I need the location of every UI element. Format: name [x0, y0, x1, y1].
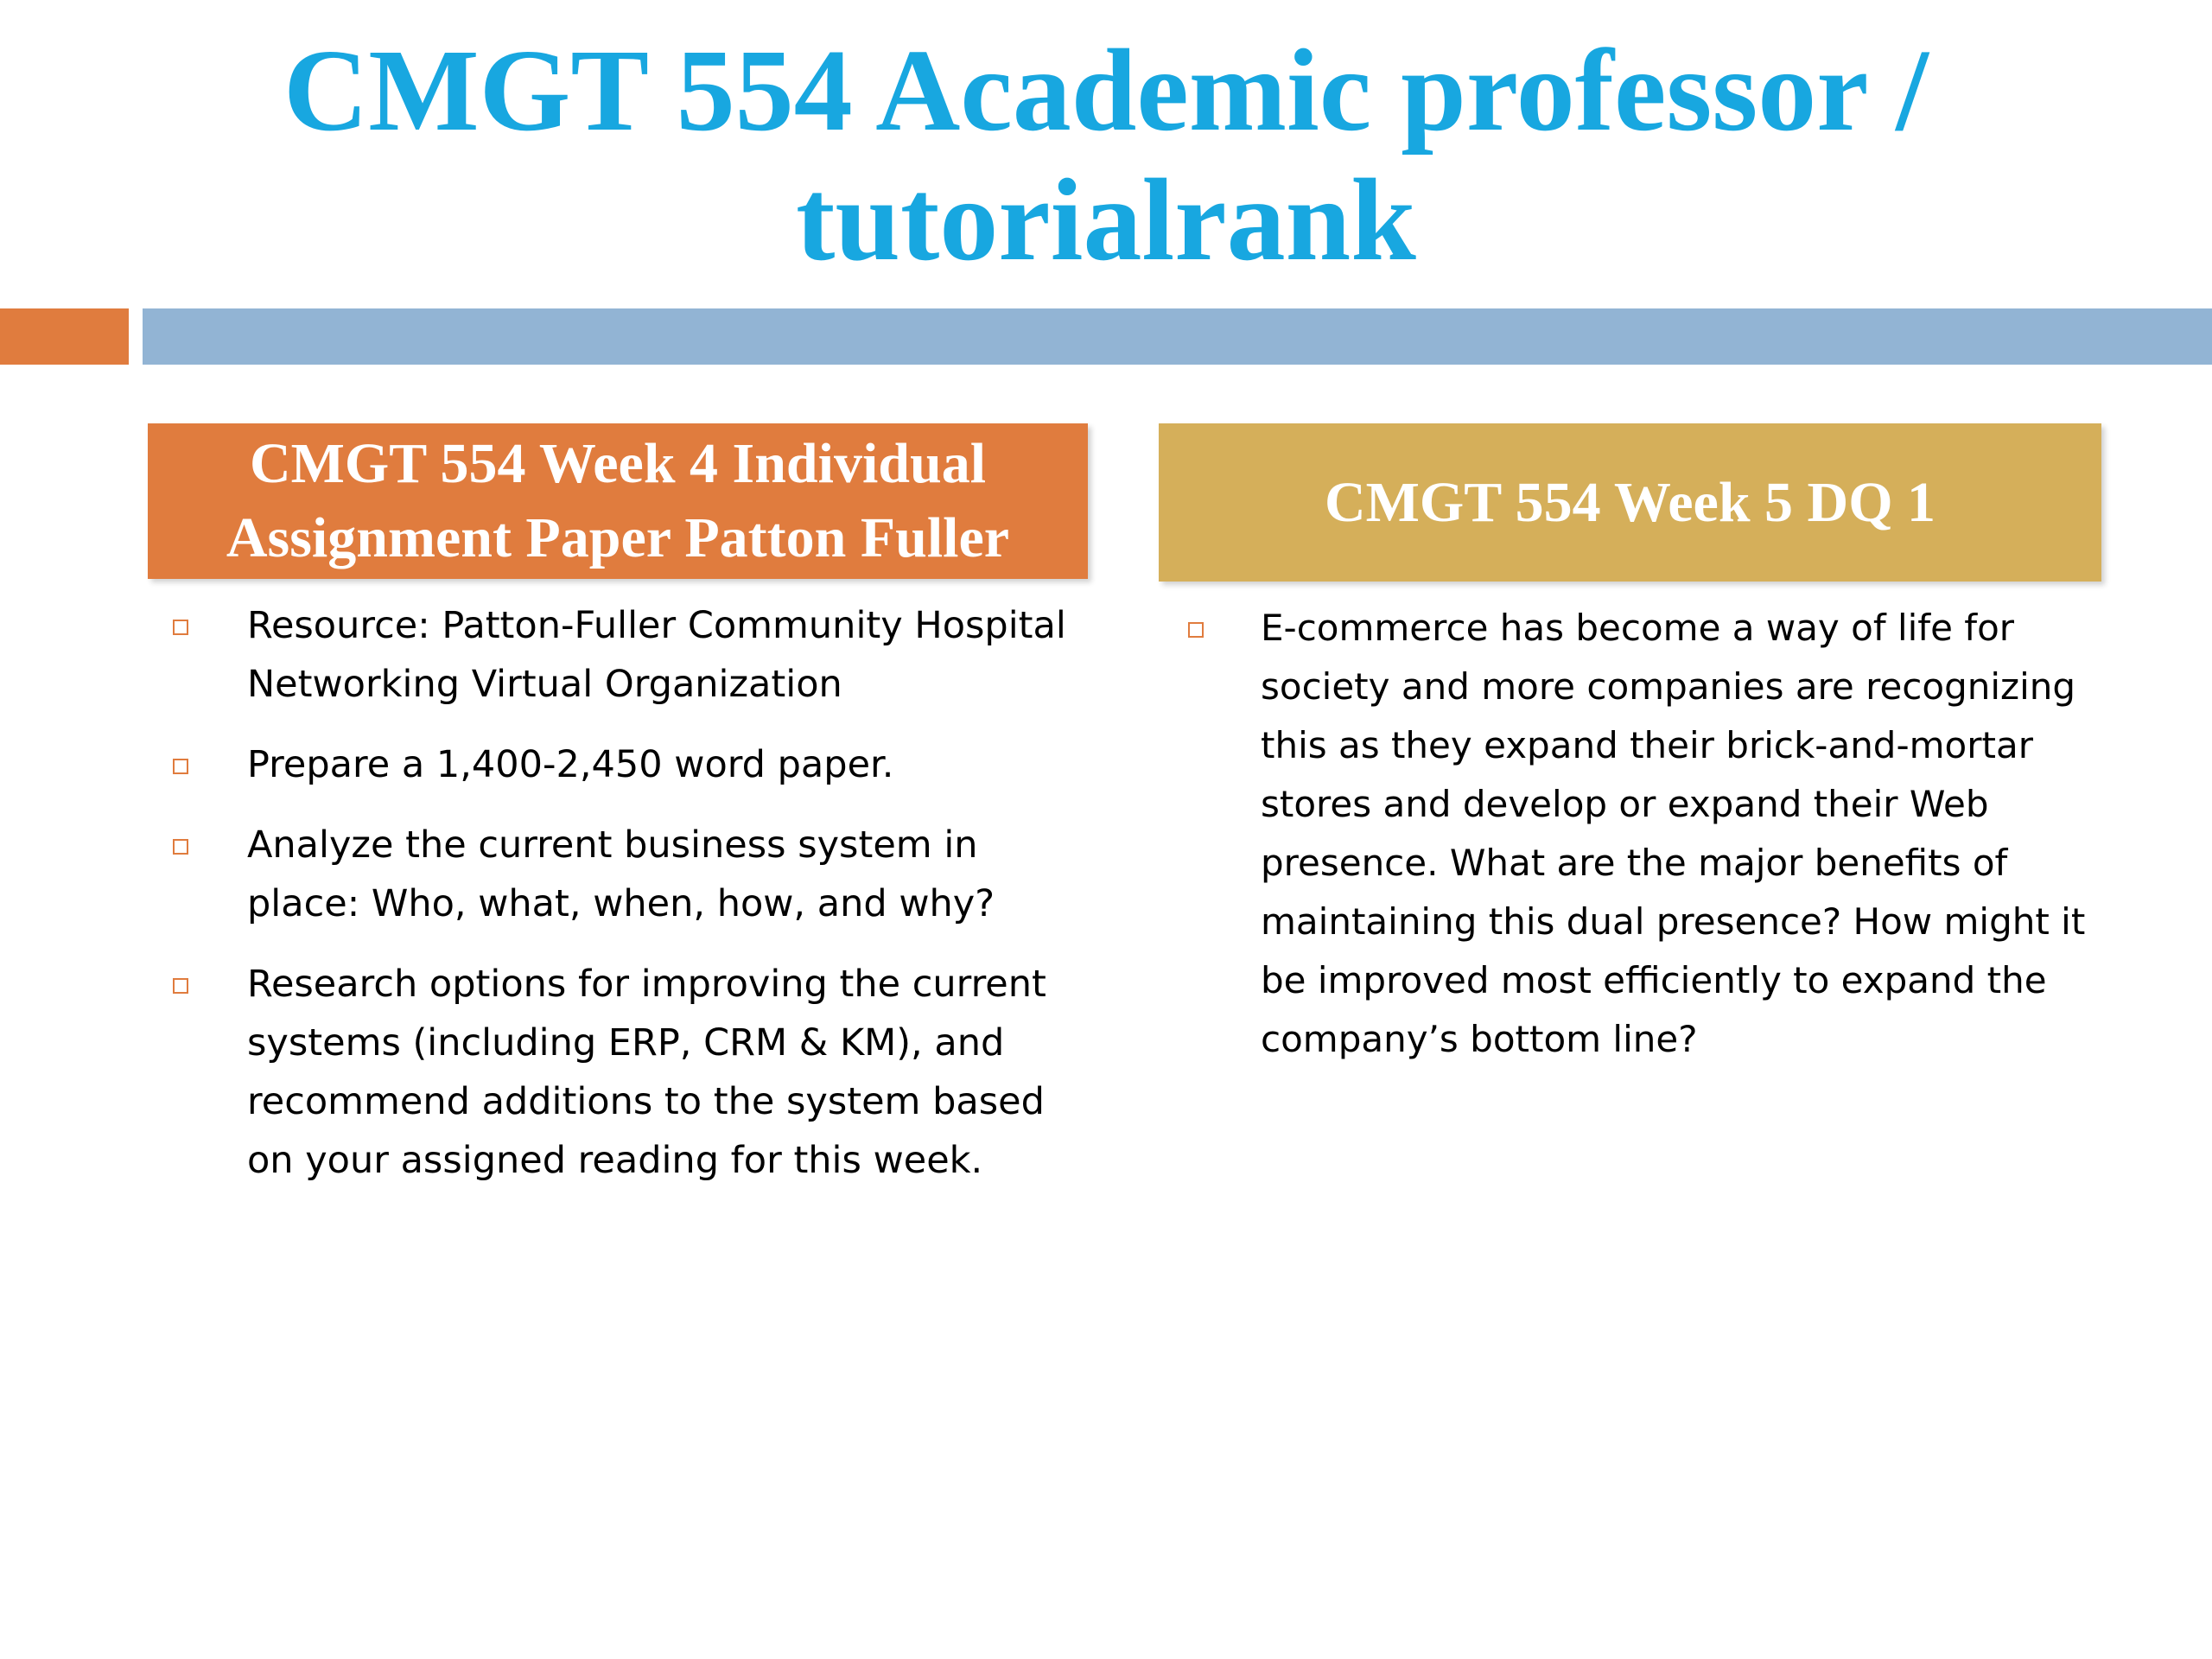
bullet-text: Research options for improving the current systems (including ERP, CRM & KM), and recommend additions to the system based on your assigned reading for this week. [247, 963, 1046, 1182]
right-column-header [1159, 423, 2101, 582]
square-bullet-icon [173, 978, 188, 994]
list-item [1159, 599, 2101, 1069]
right-header-text: CMGT 554 Week 5 DQ 1 [1324, 470, 1936, 534]
right-bullet-list [1159, 599, 2101, 1069]
left-column-header [148, 423, 1088, 579]
square-bullet-icon [173, 839, 188, 855]
list-item [148, 955, 1088, 1190]
bullet-text: E-commerce has become a way of life for society and more companies are recognizing this as they expand their brick-and-mortar stores and develop or expand their Web presence. What are the major benefits of maintaining this dual presence? How might it be improved most efficiently to expand the company’s bottom line? [1261, 607, 2086, 1060]
slide-title [0, 26, 2212, 285]
square-bullet-icon [173, 759, 188, 774]
list-item [148, 596, 1088, 714]
accent-bar-blue [143, 308, 2212, 365]
bullet-text: Resource: Patton-Fuller Community Hospital Networking Virtual Organization [247, 604, 1066, 706]
list-item [148, 816, 1088, 933]
left-header-line-2: Assignment Paper Patton Fuller [226, 506, 1010, 569]
bullet-text: Analyze the current business system in place: Who, what, when, how, and why? [247, 823, 995, 925]
accent-bar-orange [0, 308, 129, 365]
left-bullet-list [148, 596, 1088, 1190]
left-column [148, 423, 1088, 1211]
list-item [148, 735, 1088, 794]
slide-title-line-1: CMGT 554 Academic professor / [283, 26, 1929, 156]
square-bullet-icon [1188, 622, 1204, 638]
bullet-text: Prepare a 1,400-2,450 word paper. [247, 743, 894, 786]
square-bullet-icon [173, 620, 188, 635]
slide-title-line-2: tutorialrank [796, 156, 1416, 285]
left-header-line-1: CMGT 554 Week 4 Individual [249, 432, 987, 495]
right-column [1159, 423, 2101, 1090]
